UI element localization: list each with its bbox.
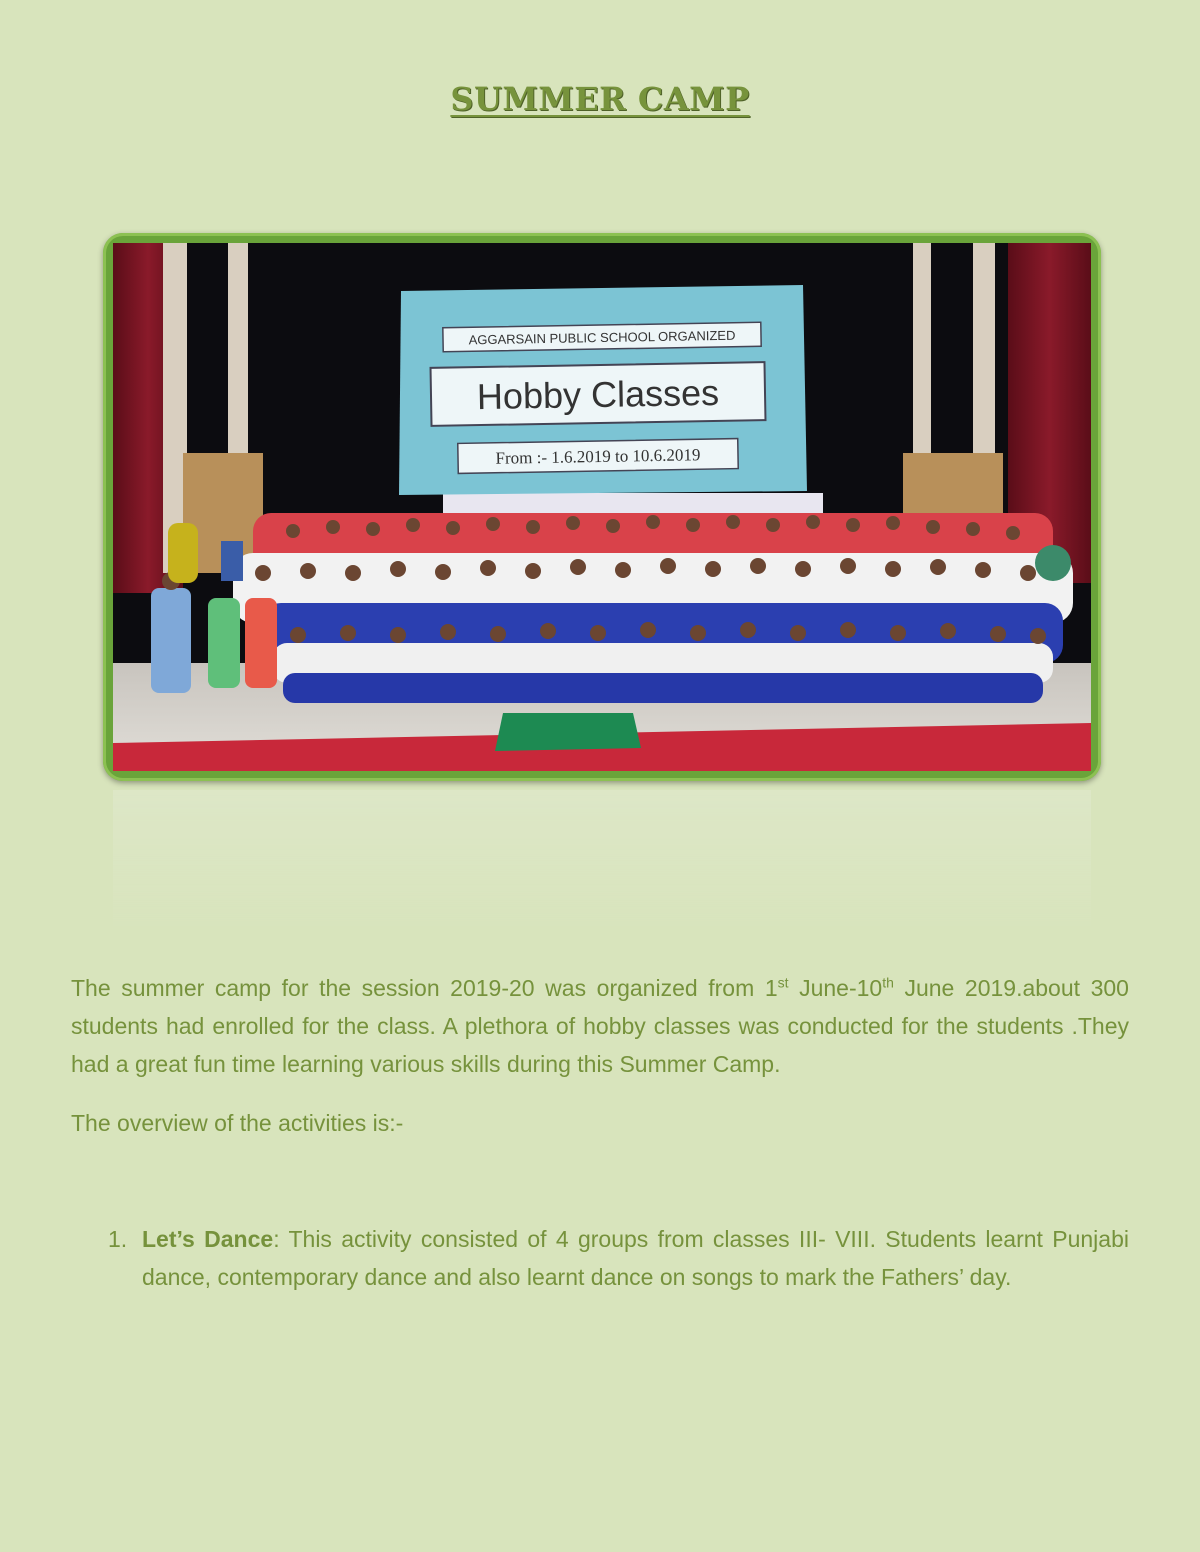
photo-reflection (103, 790, 1101, 940)
banner-line3: From :- 1.6.2019 to 10.6.2019 (495, 445, 701, 468)
overview-line: The overview of the activities is:- (71, 1110, 404, 1136)
intro-sup-2: th (882, 974, 894, 991)
activity-list-item (108, 1220, 1129, 1296)
group-photo-illustration (113, 243, 1091, 771)
activity-number: 1. (108, 1226, 128, 1252)
page-title: SUMMER CAMP (450, 80, 750, 118)
intro-paragraph (71, 969, 1129, 1083)
intro-text-2: June-10 (788, 975, 883, 1001)
intro-text-1: The summer camp for the session 2019-20 was organized from 1 (71, 975, 778, 1001)
banner-line1: AGGARSAIN PUBLIC SCHOOL ORGANIZED (468, 327, 736, 348)
activity-description: : This activity consisted of 4 groups from classes III- VIII. Students learnt Punjabi dance, contemporary dance and also learnt dance on songs to mark the Fathers’ day. (142, 1226, 1129, 1290)
intro-sup-1: st (777, 974, 789, 991)
intro-text-3: June 2019.about 300 students had enrolled for the class. A plethora of hobby classes was conducted for the students .They had a great fun time learning various skills during this Summer Camp. (71, 975, 1129, 1077)
students-crowd (151, 513, 1073, 703)
activity-body (142, 1220, 1129, 1296)
group-photo (103, 233, 1101, 781)
activity-name: Let’s Dance (142, 1226, 274, 1252)
banner-line2: Hobby Classes (476, 371, 720, 418)
page-title-wrap (0, 80, 1200, 118)
